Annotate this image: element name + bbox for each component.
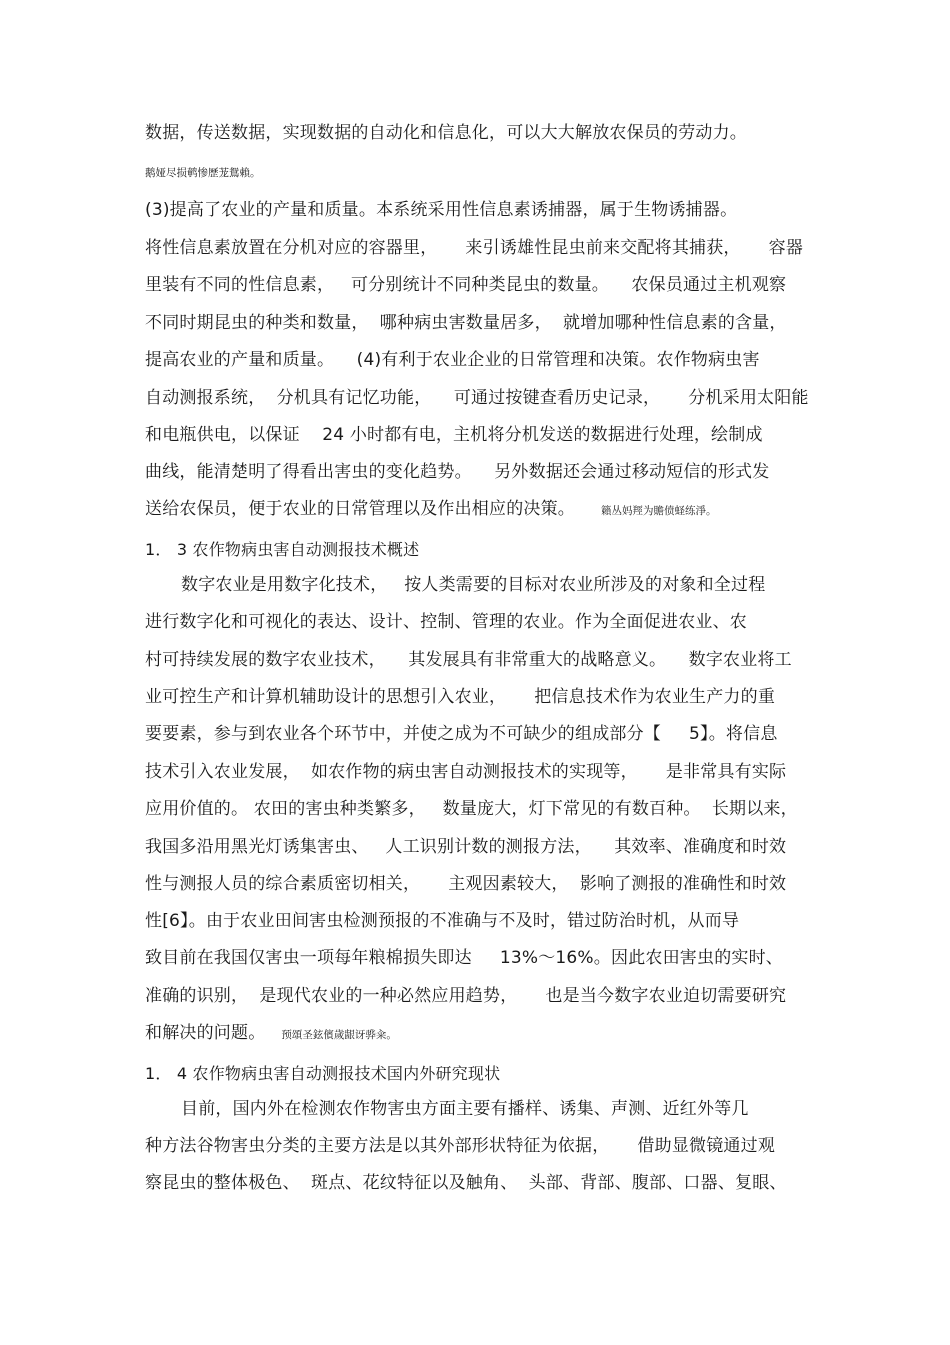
paragraph-line: 和电瓶供电，以保证 24 小时都有电，主机将分机发送的数据进行处理，绘制成 [145, 425, 763, 445]
paragraph-line: 我国多沿用黑光灯诱集害虫、 人工识别计数的测报方法， 其效率、准确度和时效 [145, 837, 787, 857]
paragraph-line: 技术引入农业发展， 如农作物的病虫害自动测报技术的实现等， 是非常具有实际 [145, 762, 787, 782]
paragraph-line: 将性信息素放置在分机对应的容器里， 来引诱雄性昆虫前来交配将其捕获， 容器 [145, 238, 804, 258]
garbled-note: 鹅娅尽损鹌惨歷茏鴛賴。 [145, 167, 261, 179]
paragraph-line: 性[6】。由于农业田间害虫检测预报的不准确与不及时，错过防治时机，从而导 [145, 911, 740, 931]
section-heading: 1． 3 农作物病虫害自动测报技术概述 [145, 540, 420, 559]
paragraph-line: 要要素，参与到农业各个环节中，并使之成为不可缺少的组成部分【 5】。将信息 [145, 724, 778, 744]
paragraph-line: 不同时期昆虫的种类和数量， 哪种病虫害数量居多， 就增加哪种性信息素的含量， [145, 313, 787, 333]
garbled-note: 预頌圣鉉儐歲龈讶骅籴。 [271, 1029, 397, 1041]
paragraph-line: 数据，传送数据，实现数据的自动化和信息化，可以大大解放农保员的劳动力。 [145, 123, 747, 143]
paragraph-line: 自动测报系统， 分机具有记忆功能， 可通过按键查看历史记录， 分机采用太阳能 [145, 388, 809, 408]
paragraph-line: 提高农业的产量和质量。 (4)有利于农业企业的日常管理和决策。农作物病虫害 [145, 350, 760, 370]
paragraph-line: 致目前在我国仅害虫一项每年粮棉损失即达 13%～16%。因此农田害虫的实时、 [145, 948, 783, 968]
paragraph-line: 性与测报人员的综合素质密切相关， 主观因素较大， 影响了测报的准确性和时效 [145, 874, 787, 894]
paragraph-line: 察昆虫的整体极色、 斑点、花纹特征以及触角、 头部、背部、腹部、口器、复眼、 [145, 1173, 787, 1193]
paragraph-line: 种方法谷物害虫分类的主要方法是以其外部形状特征为依据， 借助显微镜通过观 [145, 1136, 776, 1156]
paragraph-line: 曲线，能清楚明了得看出害虫的变化趋势。 另外数据还会通过移动短信的形式发 [145, 462, 770, 482]
paragraph-line: 目前，国内外在检测农作物害虫方面主要有播样、诱集、声测、近红外等几 [181, 1099, 749, 1119]
paragraph-line: 应用价值的。 农田的害虫种类繁多， 数量庞大，灯下常见的有数百种。 长期以来， [145, 799, 798, 819]
paragraph-line: 数字农业是用数字化技术， 按人类需要的目标对农业所涉及的对象和全过程 [181, 575, 766, 595]
paragraph-line: 进行数字化和可视化的表达、设计、控制、管理的农业。作为全面促进农业、农 [145, 612, 747, 632]
garbled-note: 籟丛妈羥为贍偾蛏练淨。 [581, 505, 717, 517]
paragraph-line: 里装有不同的性信息素， 可分别统计不同种类昆虫的数量。 农保员通过主机观察 [145, 275, 787, 295]
paragraph-line: (3)提高了农业的产量和质量。本系统采用性信息素诱捕器，属于生物诱捕器。 [145, 200, 738, 220]
paragraph-line: 准确的识别， 是现代农业的一种必然应用趋势， 也是当今数字农业迫切需要研究 [145, 986, 787, 1006]
paragraph-line: 业可控生产和计算机辅助设计的思想引入农业， 把信息技术作为农业生产力的重 [145, 687, 776, 707]
section-heading: 1． 4 农作物病虫害自动测报技术国内外研究现状 [145, 1064, 501, 1083]
paragraph-line: 和解决的问题。 预頌圣鉉儐歲龈讶骅籴。 [145, 1023, 397, 1043]
paragraph-line: 村可持续发展的数字农业技术， 其发展具有非常重大的战略意义。 数字农业将工 [145, 650, 792, 670]
paragraph-line: 送给农保员，便于农业的日常管理以及作出相应的决策。 籟丛妈羥为贍偾蛏练淨。 [145, 499, 717, 519]
